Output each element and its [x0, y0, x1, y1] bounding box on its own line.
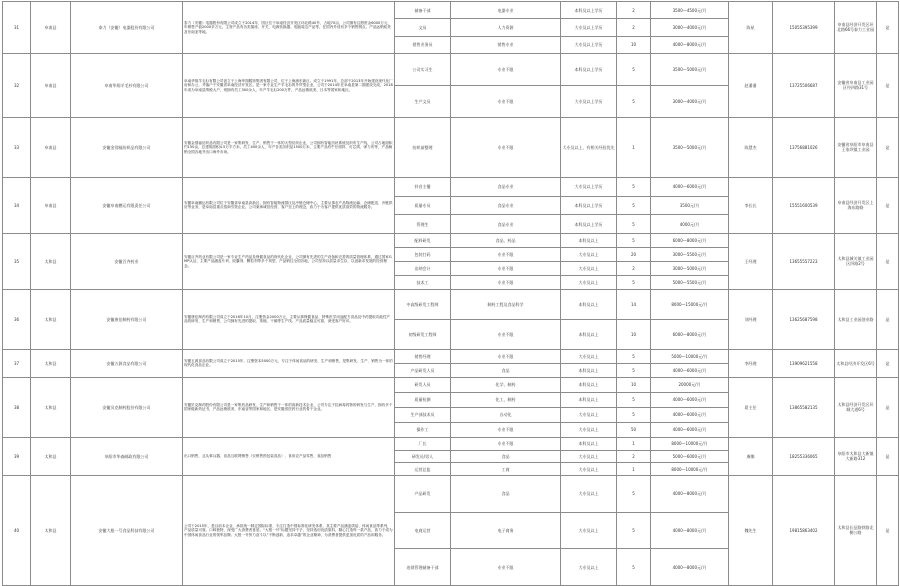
job-major: 工商: [451, 463, 561, 476]
company-description: 泰力（安徽）电器股份有限公司成立于2014年，园区位于阜南经济开发区环北路40号，占地70亩，公司拥有注册资金6000万元，年销售产值2000多万元，主营产品有各类插座、开关、电源转换器、电脑周边产品等，在国内外设有多个销售网点，产品远销欧美及东南亚等地。: [183, 2, 395, 54]
job-position: 初级研发工程师: [395, 319, 451, 349]
row-number: 38: [3, 377, 31, 437]
job-major: 专业不限: [451, 247, 561, 261]
table-row: [3, 117, 899, 177]
job-salary: 4000—6000元/月: [651, 407, 729, 422]
job-count: 2: [617, 2, 651, 19]
table-row: [3, 289, 899, 319]
job-major: 食品专业: [451, 177, 561, 196]
job-position: 出纳会计: [395, 261, 451, 275]
job-education: 大专及以上: [561, 275, 617, 289]
company-description: 公司于2015年，是目前本企业、承担统一制定国际标准、专注打造中国标准化研发体系，其主要产品涵盖烘焙、休闲食品等系列，产品质量可靠，口味独特，深受广大消费者喜爱。“大根一号”标题坚持不予，坚持选用优质原料，精心打造每一款产品，致力于成为中国休闲食品行业的领军品牌。大根一号努力奋斗以“不断创新、追求卓越”的企业精神，为消费者提供更加优质的产品和服务。: [183, 475, 395, 585]
contact-phone: 15055395399: [773, 2, 835, 54]
job-count: 10: [617, 36, 651, 53]
job-salary: 5000—5500元/月: [651, 275, 729, 289]
job-education: 大专及以上学历: [561, 19, 617, 36]
row-number: 34: [3, 177, 31, 233]
job-education: 本科及以上: [561, 363, 617, 377]
county-cell: 太和县: [31, 475, 71, 585]
row-number: 32: [3, 53, 31, 117]
company-address: 阜南县经济开发区环北路66号泰力工业园: [835, 2, 877, 54]
job-major: 专业不限: [451, 53, 561, 85]
contact-person: 葛主任: [729, 377, 773, 437]
company-address: 安徽省阜阳市阜南县王家坝镇工业园: [835, 117, 877, 177]
job-count: 5: [617, 196, 651, 215]
job-count: 10: [617, 377, 651, 392]
county-cell: 阜南县: [31, 2, 71, 54]
job-count: 2: [617, 450, 651, 463]
company-name: 安徽阜南鹏运有限责任公司: [71, 177, 183, 233]
job-count: 5: [617, 215, 651, 234]
job-count: 20: [617, 247, 651, 261]
status-flag: 是: [877, 475, 899, 585]
job-major: 食品: [451, 363, 561, 377]
contact-phone: 13655557223: [773, 233, 835, 289]
row-number: 40: [3, 475, 31, 585]
company-description: 安徽百齐药业有限公司是一家专业生产药品及保健食品的现代化企业，公司拥有先进的生产设备和完善的质量管理体系，通过国家GMP认证，主要产品涵盖片剂、胶囊剂、颗粒剂等多个剂型，产品销往全国各地，公司坚持以质量求生存，以创新求发展的经营理念。: [183, 233, 395, 289]
job-position: 生产部技术员: [395, 407, 451, 422]
job-count: 1: [617, 463, 651, 476]
job-major: 销售专业: [451, 36, 561, 53]
job-education: 本科及以上: [561, 289, 617, 319]
job-salary: 8000—10000元/月: [651, 437, 729, 450]
contact-phone: 15551600539: [773, 177, 835, 233]
table-row: [3, 475, 899, 512]
job-count: 5: [617, 512, 651, 549]
job-position: 连锁管理储备干部: [395, 549, 451, 586]
table-row: [3, 233, 899, 247]
job-salary: 8000—15000元/月: [651, 289, 729, 319]
job-salary: 4000—6000元/月: [651, 177, 729, 196]
job-major: 食品: [451, 475, 561, 512]
job-count: 10: [617, 319, 651, 349]
job-education: 本科及以上学历: [561, 215, 617, 234]
company-name: 安徽金翎福纺织品有限公司: [71, 117, 183, 177]
job-count: 5: [617, 549, 651, 586]
job-salary: 4000—8000元/月: [651, 36, 729, 53]
row-number: 33: [3, 117, 31, 177]
job-position: 质量专员: [395, 196, 451, 215]
row-number: 31: [3, 2, 31, 54]
job-count: 5: [617, 475, 651, 512]
job-position: 研发人员: [395, 377, 451, 392]
contact-person: 王经理: [729, 233, 773, 289]
company-name: 安徽贝克制药股份有限公司: [71, 377, 183, 437]
job-count: 1: [617, 437, 651, 450]
job-salary: 4000—6000元/月: [651, 392, 729, 407]
job-count: 5: [617, 85, 651, 117]
job-count: 5: [617, 53, 651, 85]
county-cell: 阜南县: [31, 53, 71, 117]
job-major: 化工、制药: [451, 392, 561, 407]
job-major: 专业不限: [451, 117, 561, 177]
job-count: 1: [617, 117, 651, 177]
row-number: 36: [3, 289, 31, 349]
county-cell: 太和县: [31, 289, 71, 349]
job-major: 食品: [451, 450, 561, 463]
company-name: 安徽大根一号食品科技有限公司: [71, 475, 183, 585]
job-education: 大专及以上学历: [561, 85, 617, 117]
company-address: 安徽省阜南县工业园区经四路31号: [835, 53, 877, 117]
company-address: 太和县经济开发区环城大道6号: [835, 377, 877, 437]
company-description: 阜南华翔羊毛衫有限公司创立于上海华翔服饰集团有限公司，位于上海浦东新区。成立于1991年，总部于2013年开始建设现代化厂房和办公，并落户于安徽省阜南经济开发区。是一家专业生产羊毛衫的外贸型企业，公司于2014年在阜南县第二期建设完成，2018年成为阜南县纳税大户，现拥有员工300余人，年产羊毛衫200万件，产品远销欧美、日本等国家和地区。: [183, 53, 395, 117]
job-education: 大专及以上学历: [561, 36, 617, 53]
job-salary: 4000—6000元/月: [651, 422, 729, 437]
status-flag: 是: [877, 349, 899, 377]
contact-person: 李长长: [729, 177, 773, 233]
company-description: 安徽阜南鹏运有限公司位于安徽省阜南县高新区，拥有智能物流园区及冷链仓储中心，主要从事农产品物流运输、仓储配送、冷链供应等业务，是阜南县重点招商引资企业，公司秉承诚信经营、客户至上的理念，致力于为客户提供优质高效的物流服务。: [183, 177, 395, 233]
table-row: [3, 177, 899, 196]
contact-phone: 13909621558: [773, 349, 835, 377]
contact-phone: 13865582135: [773, 377, 835, 437]
job-position: 纺织前整理: [395, 117, 451, 177]
job-count: 2: [617, 19, 651, 36]
job-salary: 4000—8000元/月: [651, 549, 729, 586]
job-position: 抖音主播: [395, 177, 451, 196]
county-cell: 太和县: [31, 233, 71, 289]
company-description: 安徽金翎福纺织品有限公司是一家集研发、生产、销售于一体的大型纺织企业，公司拥有智能纺丝系统及织布生产线，公司占地面积约150亩，总建筑面积4.5万平方米，员工400余人，年产各类纺织品1500万米，主要产品有牛仔面料、灯芯绒、弹力布等，产品畅销全国各地并出口海外市场。: [183, 117, 395, 177]
job-position: 公司实习生: [395, 53, 451, 85]
job-position: 生产文员: [395, 85, 451, 117]
table-row: [3, 437, 899, 450]
job-education: 本科及以上: [561, 392, 617, 407]
company-name: 阜南华翔羊毛衫有限公司: [71, 53, 183, 117]
contact-phone: 18255336065: [773, 437, 835, 475]
company-name: 泰力（安徽）电器股份有限公司: [71, 2, 183, 54]
job-salary: 20000元/月: [651, 377, 729, 392]
job-major: 专业不限: [451, 85, 561, 117]
job-major: 专业不限: [451, 549, 561, 586]
job-salary: 3500—5000元/月: [651, 117, 729, 177]
job-salary: 3000—5000元/月: [651, 261, 729, 275]
county-cell: 太和县: [31, 437, 71, 475]
job-major: 专业不限: [451, 319, 561, 349]
job-salary: 8000—10000元/月: [651, 463, 729, 476]
job-count: 5: [617, 233, 651, 247]
job-position: 产品研发人员: [395, 363, 451, 377]
county-cell: 阜南县: [31, 117, 71, 177]
job-count: 5: [617, 392, 651, 407]
job-position: 质量检测: [395, 392, 451, 407]
contact-phone: 13725506687: [773, 53, 835, 117]
contact-person: 赵潘潘: [729, 53, 773, 117]
job-salary: 3000—5500元/月: [651, 247, 729, 261]
status-flag: 是: [877, 437, 899, 475]
job-education: 大专及以上: [561, 349, 617, 363]
company-address: 阜阳市太和县大新镇大新路312: [835, 437, 877, 475]
job-education: 大专及以上: [561, 549, 617, 586]
contact-phone: 13625687598: [773, 289, 835, 349]
company-description: 安徽贝克制药股份有限公司是一家集药品研发、生产和销售于一体的高新技术企业，公司专注于抗病毒药物的研发与生产，拥有多个国家级新药证书，产品远销欧美、东南亚等国家和地区，是安徽省医药行业的骨干企业。: [183, 377, 395, 437]
job-education: 大专及以上: [561, 407, 617, 422]
job-salary: 4000—8000元/月: [651, 475, 729, 512]
job-major: 食品专业: [451, 215, 561, 234]
job-count: 50: [617, 422, 651, 437]
job-major: 专业不限: [451, 261, 561, 275]
row-number: 35: [3, 233, 31, 289]
company-address: 太和县经济开发区6号: [835, 349, 877, 377]
job-major: 化学、制药: [451, 377, 561, 392]
contact-person: 虞娜: [729, 437, 773, 475]
job-salary: 6000—8000元/月: [651, 233, 729, 247]
job-education: 大专及以上学历: [561, 177, 617, 196]
job-major: 电器专业: [451, 2, 561, 19]
company-description: 出口销售、且从事兵器、食品互联网销售（仅销售预包装食品）、食用农产品零售、食品销售: [183, 437, 395, 475]
row-number: 37: [3, 349, 31, 377]
job-education: 大专及以上: [561, 422, 617, 437]
company-address: 阜南县经济开发区上海东路路: [835, 177, 877, 233]
job-position: 销售业务员: [395, 36, 451, 53]
county-cell: 太和县: [31, 349, 71, 377]
job-position: 运营总监: [395, 463, 451, 476]
job-education: 本科及以上: [561, 319, 617, 349]
job-salary: 4000—8000元/月: [651, 512, 729, 549]
contact-phone: 13756881026: [773, 117, 835, 177]
company-name: 安徽百齐药业: [71, 233, 183, 289]
contact-person: 魏先生: [729, 475, 773, 585]
job-education: 大专及以上: [561, 475, 617, 512]
table-row: [3, 2, 899, 19]
company-description: 安徽康佳制药有限公司成立于2016年10月，注册资金2000万元，主要从事保健食品、特殊医学用途配方食品及中药提取功能性产品的研发、生产和销售，公司拥有先进的提取、浓缩、干燥等生产线，产品质量稳定可靠，深受客户好评。: [183, 289, 395, 349]
job-major: 食品专业: [451, 196, 561, 215]
status-flag: 是: [877, 53, 899, 117]
job-count: 5: [617, 363, 651, 377]
job-position: 产品研发: [395, 475, 451, 512]
recruitment-table: [2, 1, 899, 586]
contact-person: 刘经理: [729, 289, 773, 349]
job-education: 大专及以上，有相关经验优先: [561, 117, 617, 177]
company-address: 太和县工业园创业路: [835, 289, 877, 349]
job-salary: 5000—10000元/月: [651, 349, 729, 363]
company-address: 太和县长征路铁路北侧公路: [835, 475, 877, 585]
contact-person: 陈慧杰: [729, 117, 773, 177]
status-flag: 是: [877, 117, 899, 177]
job-position: 操作工: [395, 422, 451, 437]
status-flag: 是: [877, 289, 899, 349]
job-major: 电子商务: [451, 512, 561, 549]
status-flag: 是: [877, 177, 899, 233]
job-count: 5: [617, 407, 651, 422]
job-education: 大专及以上: [561, 450, 617, 463]
job-position: 技术工: [395, 275, 451, 289]
status-flag: 是: [877, 377, 899, 437]
job-count: 2: [617, 261, 651, 275]
contact-phone: 19815863402: [773, 475, 835, 585]
job-salary: 4000元/月: [651, 215, 729, 234]
job-position: 研发员/男人: [395, 450, 451, 463]
county-cell: 阜南县: [31, 177, 71, 233]
job-major: 专业不限: [451, 349, 561, 363]
job-education: 本科及以上: [561, 233, 617, 247]
job-major: 专业不限: [451, 422, 561, 437]
job-count: 5: [617, 349, 651, 363]
row-number: 39: [3, 437, 31, 475]
contact-person: 李经理: [729, 349, 773, 377]
job-position: 文员: [395, 19, 451, 36]
job-count: 5: [617, 177, 651, 196]
job-education: 本科及以上: [561, 377, 617, 392]
job-education: 大专及以上: [561, 512, 617, 549]
job-position: 配料研发: [395, 233, 451, 247]
job-count: 14: [617, 289, 651, 319]
job-position: 储备干部: [395, 2, 451, 19]
table-row: [3, 349, 899, 363]
job-position: 包装打码: [395, 247, 451, 261]
job-position: 电商运营: [395, 512, 451, 549]
job-education: 本科及以上: [561, 437, 617, 450]
table-row: [3, 53, 899, 85]
job-major: 自动化: [451, 407, 561, 422]
status-flag: 是: [877, 2, 899, 54]
company-name: 安徽康佳制药有限公司: [71, 289, 183, 349]
job-position: 中高级研发工程师: [395, 289, 451, 319]
status-flag: 是: [877, 233, 899, 289]
job-education: 大专及以上: [561, 463, 617, 476]
company-address: 太和县城关镇工业园区四路2号: [835, 233, 877, 289]
job-salary: 3500—4500元/月: [651, 2, 729, 19]
job-position: 管理生: [395, 215, 451, 234]
job-salary: 6000—8000元/月: [651, 319, 729, 349]
job-major: 专业不限: [451, 275, 561, 289]
company-description: 安徽五源食品有限公司成立于2015年，注册资本5000万元，专注于休闲食品的研发、生产和销售，是集研发、生产、销售为一体的现代化食品企业。: [183, 349, 395, 377]
job-major: 制药工程及食品科学: [451, 289, 561, 319]
job-salary: 5000—6000元/月: [651, 450, 729, 463]
job-education: 本科及以上学历: [561, 196, 617, 215]
job-salary: 4000—6000元/月: [651, 363, 729, 377]
job-salary: 3500—5000元/月: [651, 53, 729, 85]
county-cell: 太和县: [31, 377, 71, 437]
job-major: 食品、药品: [451, 233, 561, 247]
job-position: 厂长: [395, 437, 451, 450]
company-name: 安徽五源食品有限公司: [71, 349, 183, 377]
job-education: 大专及以上: [561, 261, 617, 275]
job-education: 本科及以上学历: [561, 53, 617, 85]
table-row: [3, 377, 899, 392]
job-salary: 3000—4000元/月: [651, 19, 729, 36]
contact-person: 陈星: [729, 2, 773, 54]
job-major: 专业不限: [451, 437, 561, 450]
job-count: 5: [617, 275, 651, 289]
company-name: 阜阳市华森邮政有限公司: [71, 437, 183, 475]
job-major: 人力资源: [451, 19, 561, 36]
job-salary: 3500元/月: [651, 196, 729, 215]
job-education: 大专及以上: [561, 247, 617, 261]
job-salary: 3000—4000元/月: [651, 85, 729, 117]
job-education: 本科及以上学历: [561, 2, 617, 19]
job-position: 销售经理: [395, 349, 451, 363]
